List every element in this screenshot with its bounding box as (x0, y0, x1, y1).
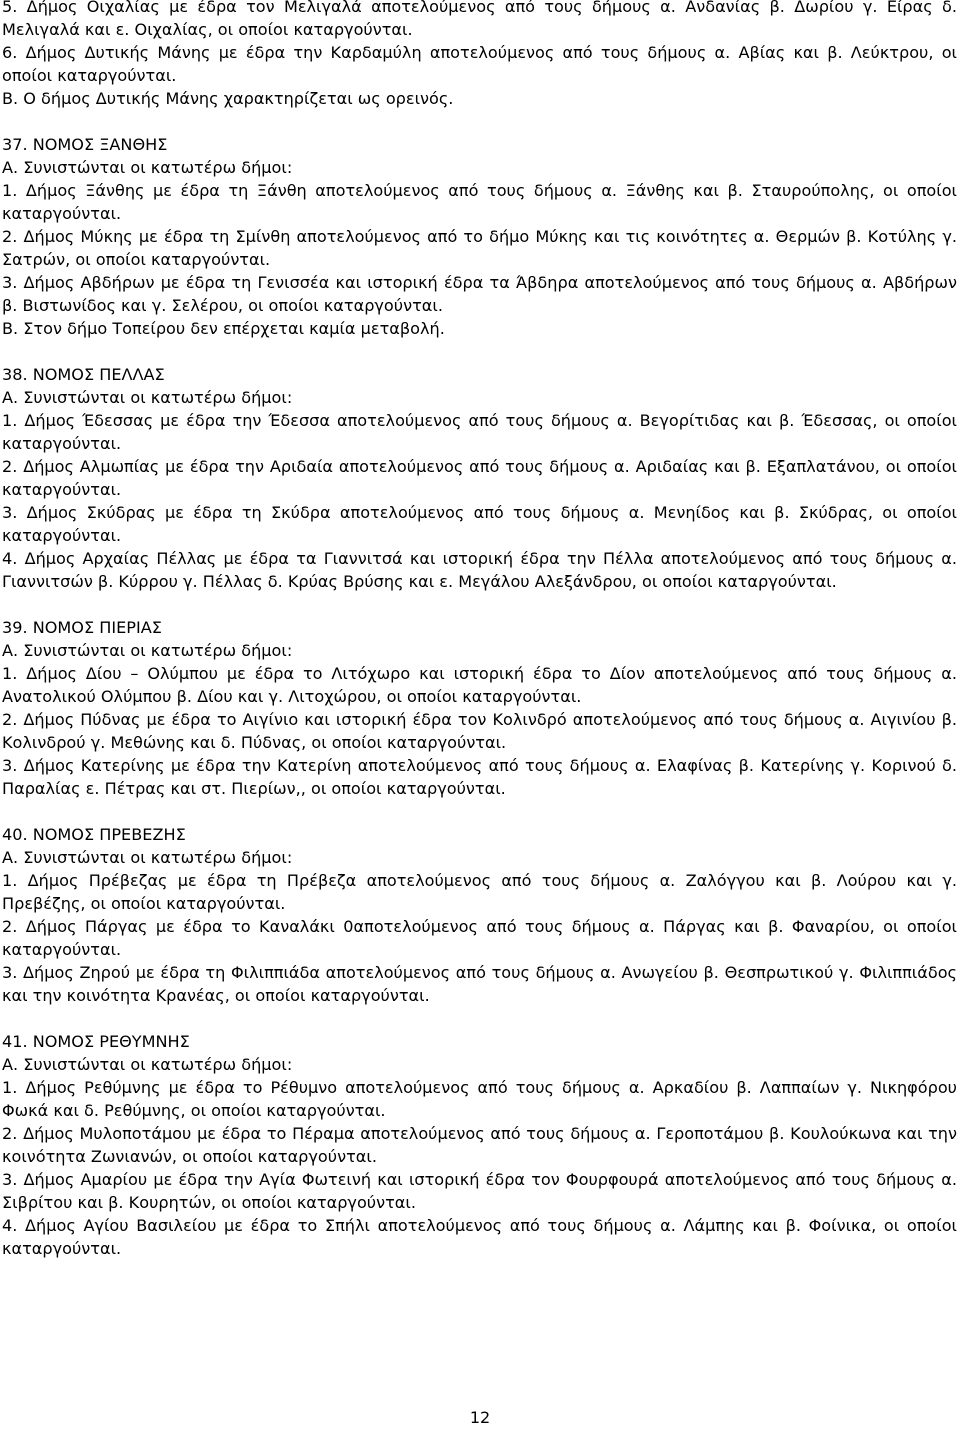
paragraph: 1. Δήμος Δίου – Ολύμπου με έδρα το Λιτόχωρο και ιστορική έδρα το Δίον αποτελούμενος από τους δήμους α. Ανατολικού Ολύμπου β. Δίου και γ. Λιτοχώρου, οι οποίοι καταργούνται. (2, 664, 957, 706)
paragraph: 3. Δήμος Κατερίνης με έδρα την Κατερίνη αποτελούμενος από τους δήμους α. Ελαφίνας β. Κατερίνης γ. Κορινού δ. Παραλίας ε. Πέτρας και στ. Πιερίων,, οι οποίοι καταργούνται. (2, 756, 957, 798)
paragraph: 2. Δήμος Μυλοποτάμου με έδρα το Πέραμα αποτελούμενος από τους δήμους α. Γεροποτάμου β. Κουλούκωνα και την κοινότητα Ζωνιανών, οι οποίοι καταργούνται. (2, 1124, 957, 1166)
paragraph: 1. Δήμος Ρεθύμνης με έδρα το Ρέθυμνο αποτελούμενος από τους δήμους α. Αρκαδίου β. Λαππαίων γ. Νικηφόρου Φωκά και δ. Ρεθύμνης, οι οποίοι καταργούνται. (2, 1078, 957, 1120)
paragraph: Α. Συνιστώνται οι κατωτέρω δήμοι: (2, 1055, 293, 1074)
paragraph: 3. Δήμος Σκύδρας με έδρα τη Σκύδρα αποτελούμενος από τους δήμους α. Μενηίδος και β. Σκύδρας, οι οποίοι καταργούνται. (2, 503, 957, 545)
section-heading: 37. ΝΟΜΟΣ ΞΑΝΘΗΣ (2, 135, 168, 154)
paragraph: Β. Στον δήμο Τοπείρου δεν επέρχεται καμία μεταβολή. (2, 319, 445, 338)
page-number: 12 (469, 1408, 491, 1427)
paragraph: Α. Συνιστώνται οι κατωτέρω δήμοι: (2, 641, 293, 660)
section-heading: 41. ΝΟΜΟΣ ΡΕΘΥΜΝΗΣ (2, 1032, 190, 1051)
document-body (2, 0, 957, 1260)
paragraph: 3. Δήμος Ζηρού με έδρα τη Φιλιππιάδα αποτελούμενος από τους δήμους α. Ανωγείου β. Θεσπρωτικού γ. Φιλιππιάδος και την κοινότητα Κρανέας, οι οποίοι καταργούνται. (2, 963, 957, 1005)
paragraph: 3. Δήμος Αβδήρων με έδρα τη Γενισσέα και ιστορική έδρα τα Άβδηρα αποτελούμενος από τους δήμους α. Αβδήρων β. Βιστωνίδος και γ. Σελέρου, οι οποίοι καταργούνται. (2, 273, 957, 315)
paragraph: Α. Συνιστώνται οι κατωτέρω δήμοι: (2, 848, 293, 867)
paragraph: 5. Δήμος Οιχαλίας με έδρα τον Μελιγαλά αποτελούμενος από τους δήμους α. Ανδανίας β. Δωρίου γ. Είρας δ. Μελιγαλά και ε. Οιχαλίας, οι οποίοι καταργούνται. (2, 0, 957, 39)
paragraph: 1. Δήμος Πρέβεζας με έδρα τη Πρέβεζα αποτελούμενος από τους δήμους α. Ζαλόγγου και β. Λούρου και γ. Πρεβέζης, οι οποίοι καταργούνται. (2, 871, 957, 913)
paragraph: 4. Δήμος Αρχαίας Πέλλας με έδρα τα Γιαννιτσά και ιστορική έδρα την Πέλλα αποτελούμενος από τους δήμους α. Γιαννιτσών β. Κύρρου γ. Πέλλας δ. Κρύας Βρύσης και ε. Μεγάλου Αλεξάνδρου, οι οποίοι καταργούνται. (2, 549, 957, 591)
paragraph: 1. Δήμος Έδεσσας με έδρα την Έδεσσα αποτελούμενος από τους δήμους α. Βεγορίτιδας και β. Έδεσσας, οι οποίοι καταργούνται. (2, 411, 957, 453)
paragraph: 2. Δήμος Αλμωπίας με έδρα την Αριδαία αποτελούμενος από τους δήμους α. Αριδαίας και β. Εξαπλατάνου, οι οποίοι καταργούνται. (2, 457, 957, 499)
section-heading: 40. ΝΟΜΟΣ ΠΡΕΒΕΖΗΣ (2, 825, 186, 844)
paragraph: 2. Δήμος Πύδνας με έδρα το Αιγίνιο και ιστορική έδρα τον Κολινδρό αποτελούμενος από τους δήμους α. Αιγινίου β. Κολινδρού γ. Μεθώνης και δ. Πύδνας, οι οποίοι καταργούνται. (2, 710, 957, 752)
paragraph: 6. Δήμος Δυτικής Μάνης με έδρα την Καρδαμύλη αποτελούμενος από τους δήμους α. Αβίας και β. Λεύκτρου, οι οποίοι καταργούνται. (2, 43, 957, 85)
paragraph: 4. Δήμος Αγίου Βασιλείου με έδρα το Σπήλι αποτελούμενος από τους δήμους α. Λάμπης και β. Φοίνικα, οι οποίοι καταργούνται. (2, 1216, 957, 1258)
paragraph: 2. Δήμος Πάργας με έδρα το Καναλάκι 0αποτελούμενος από τους δήμους α. Πάργας και β. Φαναρίου, οι οποίοι καταργούνται. (2, 917, 957, 959)
section-heading: 38. ΝΟΜΟΣ ΠΕΛΛΑΣ (2, 365, 165, 384)
paragraph: 1. Δήμος Ξάνθης με έδρα τη Ξάνθη αποτελούμενος από τους δήμους α. Ξάνθης και β. Σταυρούπολης, οι οποίοι καταργούνται. (2, 181, 957, 223)
paragraph: Α. Συνιστώνται οι κατωτέρω δήμοι: (2, 388, 293, 407)
section-heading: 39. ΝΟΜΟΣ ΠΙΕΡΙΑΣ (2, 618, 162, 637)
paragraph: Β. Ο δήμος Δυτικής Μάνης χαρακτηρίζεται ως ορεινός. (2, 89, 454, 108)
paragraph: 3. Δήμος Αμαρίου με έδρα την Αγία Φωτεινή και ιστορική έδρα τον Φουρφουρά αποτελούμενος από τους δήμους α. Σιβρίτου και β. Κουρητών, οι οποίοι καταργούνται. (2, 1170, 957, 1212)
paragraph: 2. Δήμος Μύκης με έδρα τη Σμίνθη αποτελούμενος από το δήμο Μύκης και τις κοινότητες α. Θερμών β. Κοτύλης γ. Σατρών, οι οποίοι καταργούνται. (2, 227, 957, 269)
paragraph: Α. Συνιστώνται οι κατωτέρω δήμοι: (2, 158, 293, 177)
